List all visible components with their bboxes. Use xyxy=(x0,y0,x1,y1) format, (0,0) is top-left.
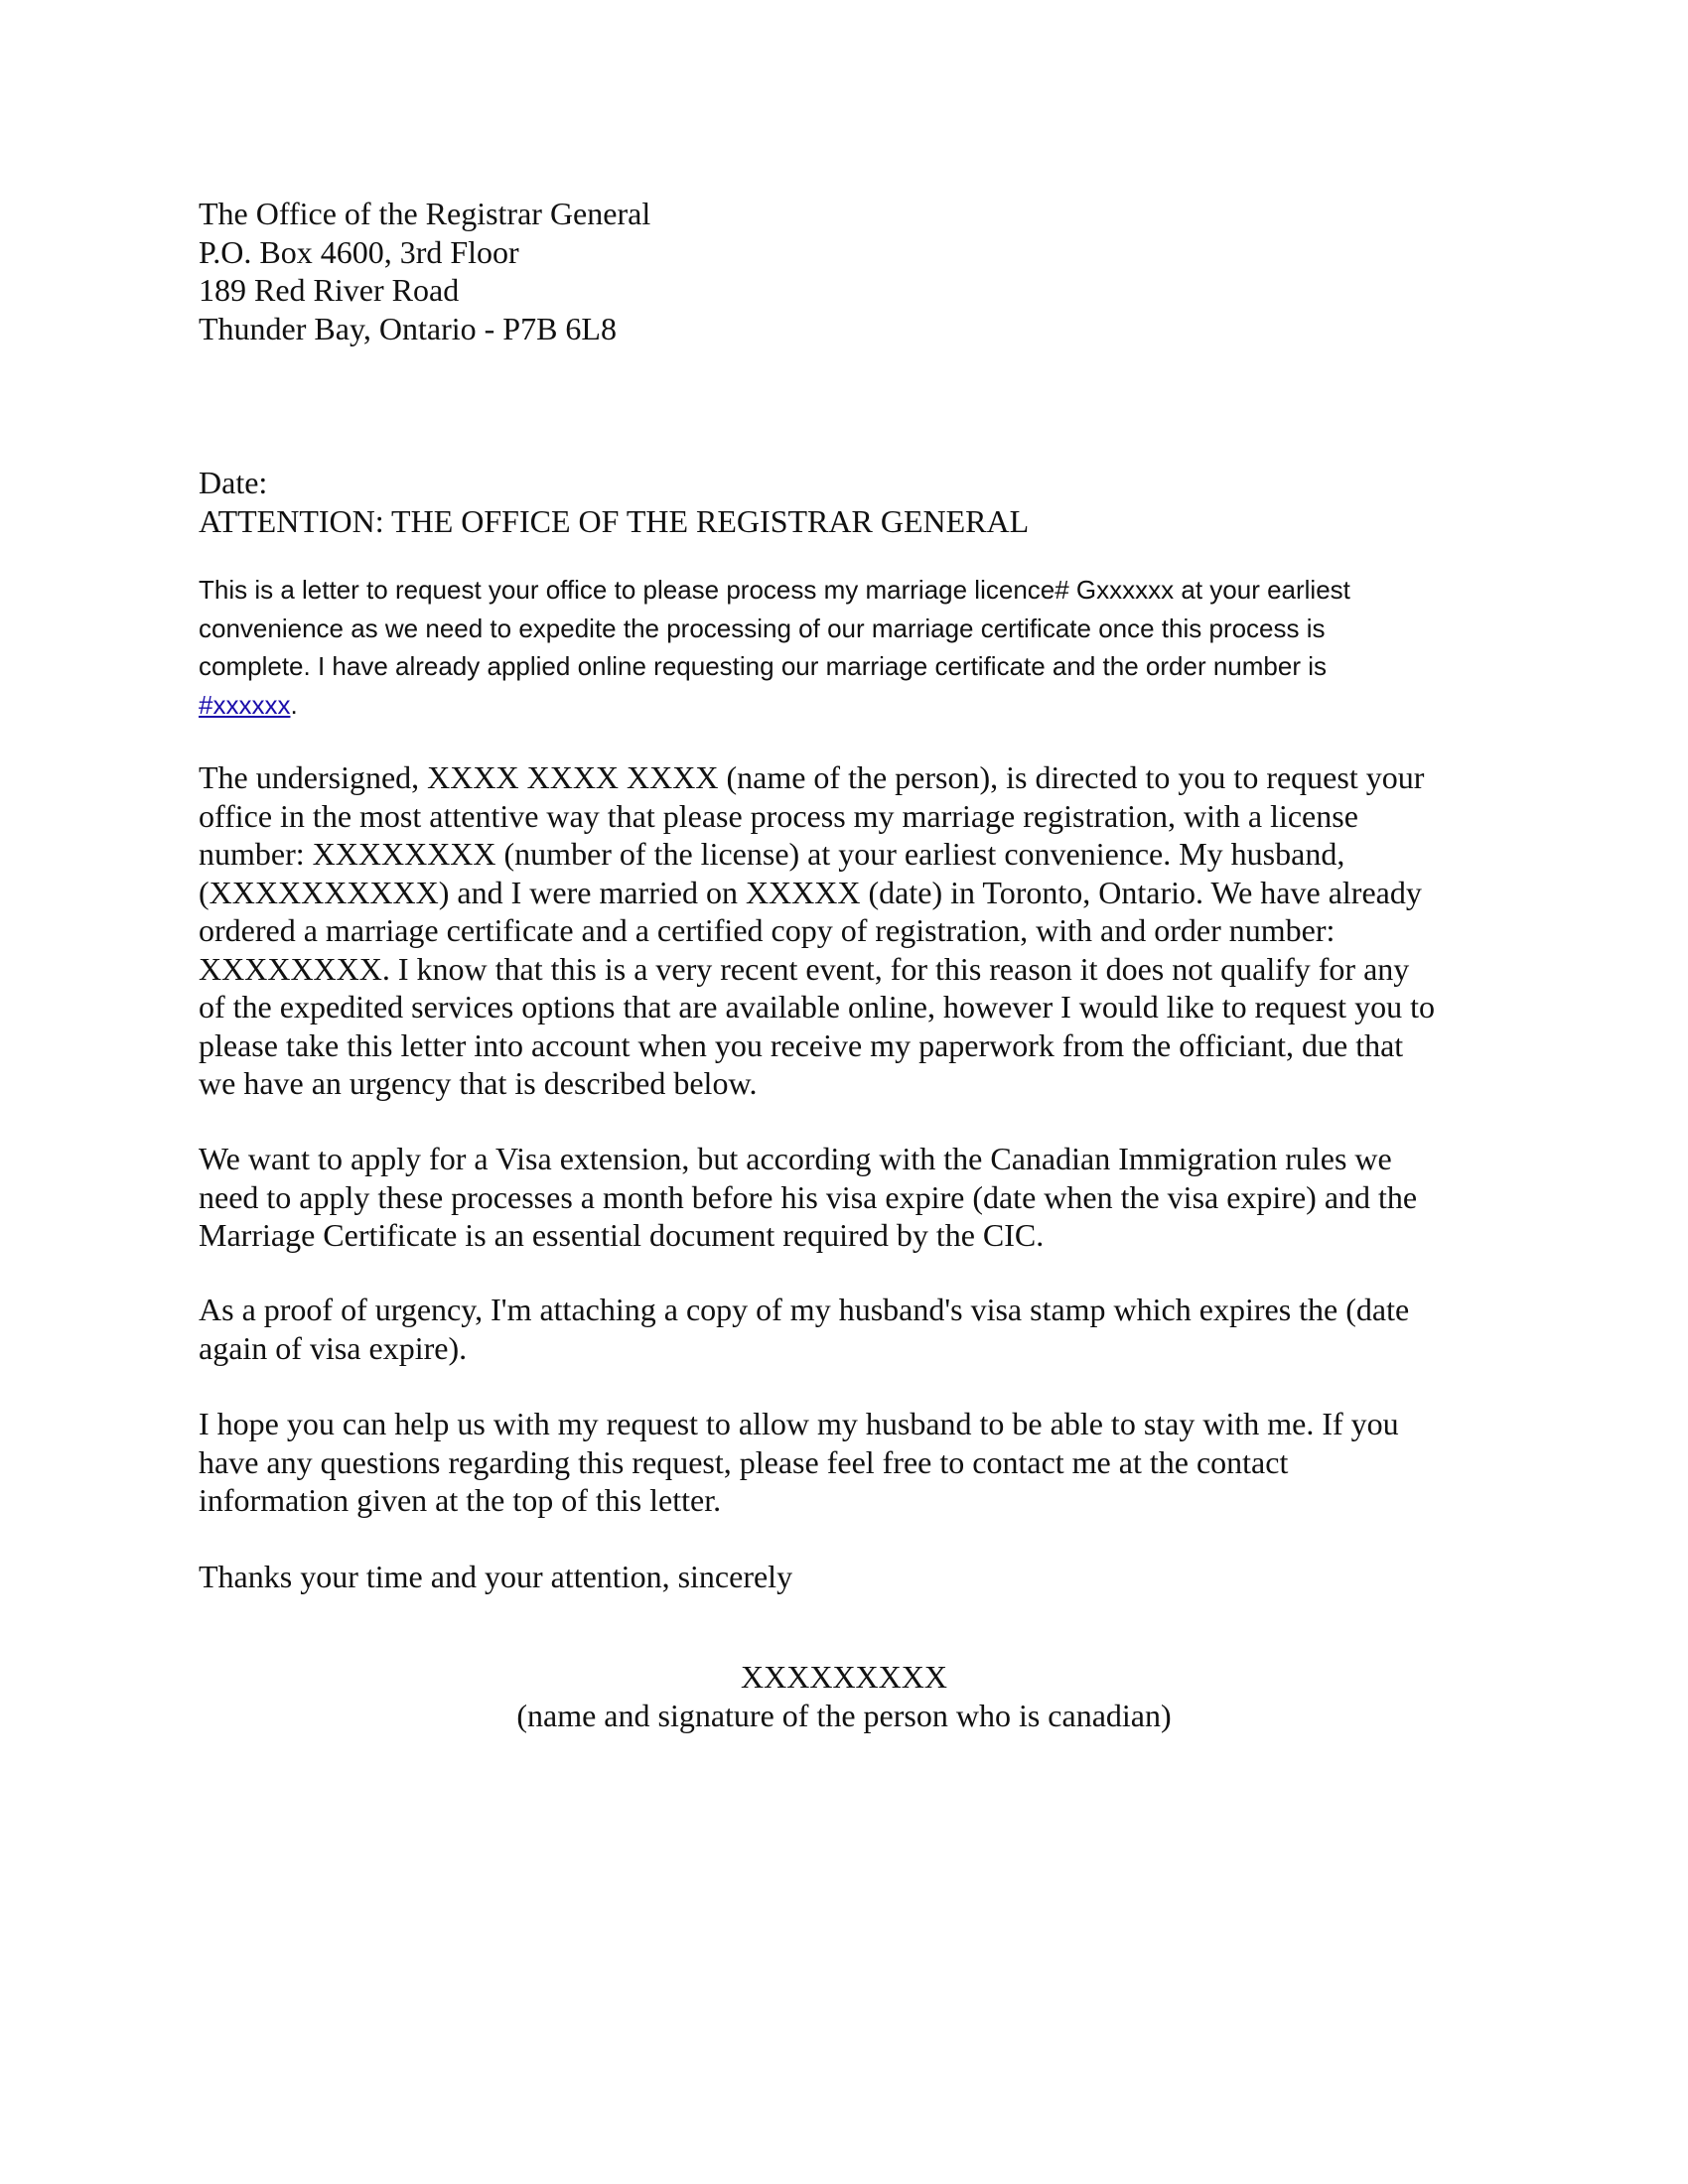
date-label: Date: xyxy=(199,465,268,500)
recipient-address xyxy=(199,195,1489,347)
intro-line xyxy=(199,686,1489,725)
address-line: P.O. Box 4600, 3rd Floor xyxy=(199,233,519,270)
intro-paragraph xyxy=(199,571,1489,724)
body-paragraph-4 xyxy=(199,1405,1489,1520)
paragraph-line: office in the most attentive way that please process my marriage registration, with a license xyxy=(199,797,1358,834)
paragraph-line: Marriage Certificate is an essential document required by the CIC. xyxy=(199,1217,1045,1253)
paragraph-line: have any questions regarding this request, please feel free to contact me at the contact xyxy=(199,1443,1289,1480)
paragraph-line: I hope you can help us with my request to allow my husband to be able to stay with me. If you xyxy=(199,1406,1399,1441)
body-paragraph-2 xyxy=(199,1140,1489,1255)
date-attention-block xyxy=(199,464,1489,540)
paragraph-line: We want to apply for a Visa extension, but according with the Canadian Immigration rules we xyxy=(199,1141,1392,1176)
address-line: Thunder Bay, Ontario - P7B 6L8 xyxy=(199,310,617,346)
body-paragraph-3 xyxy=(199,1291,1489,1367)
intro-line: convenience as we need to expedite the processing of our marriage certificate once this process is xyxy=(199,613,1326,643)
paragraph-line: As a proof of urgency, I'm attaching a copy of my husband's visa stamp which expires the (date xyxy=(199,1292,1410,1327)
paragraph-line: ordered a marriage certificate and a certified copy of registration, with and order number: xyxy=(199,912,1336,948)
address-line: 189 Red River Road xyxy=(199,272,460,308)
attention-line: ATTENTION: THE OFFICE OF THE REGISTRAR GENERAL xyxy=(199,502,1030,539)
paragraph-line: again of visa expire). xyxy=(199,1329,468,1366)
paragraph-line: please take this letter into account when you receive my paperwork from the officiant, due that xyxy=(199,1026,1404,1063)
order-number-link[interactable]: #xxxxxx xyxy=(199,689,291,720)
paragraph-line: (XXXXXXXXXX) and I were married on XXXXX (date) in Toronto, Ontario. We have already xyxy=(199,874,1422,910)
closing-text: Thanks your time and your attention, sincerely xyxy=(199,1559,793,1594)
signature-caption: (name and signature of the person who is canadian) xyxy=(516,1697,1172,1733)
address-line: The Office of the Registrar General xyxy=(199,196,651,231)
body-paragraph-1 xyxy=(199,758,1489,1103)
paragraph-line: number: XXXXXXXX (number of the license) at your earliest convenience. My husband, xyxy=(199,836,1345,872)
paragraph-line: The undersigned, XXXX XXXX XXXX (name of the person), is directed to you to request your xyxy=(199,759,1425,795)
signature-block xyxy=(199,1658,1489,1734)
paragraph-line: of the expedited services options that are available online, however I would like to request you to xyxy=(199,989,1435,1024)
paragraph-line: information given at the top of this letter. xyxy=(199,1482,722,1518)
paragraph-line: we have an urgency that is described below. xyxy=(199,1065,758,1101)
intro-line: complete. I have already applied online requesting our marriage certificate and the order number is xyxy=(199,651,1327,681)
signature-name: XXXXXXXXX xyxy=(741,1659,947,1695)
paragraph-line: XXXXXXXX. I know that this is a very recent event, for this reason it does not qualify for any xyxy=(199,950,1410,987)
intro-line: This is a letter to request your office to please process my marriage licence# Gxxxxxx at your earliest xyxy=(199,575,1350,605)
closing-line xyxy=(199,1558,1489,1596)
paragraph-line: need to apply these processes a month before his visa expire (date when the visa expire) and the xyxy=(199,1178,1418,1215)
intro-suffix: . xyxy=(290,689,298,720)
